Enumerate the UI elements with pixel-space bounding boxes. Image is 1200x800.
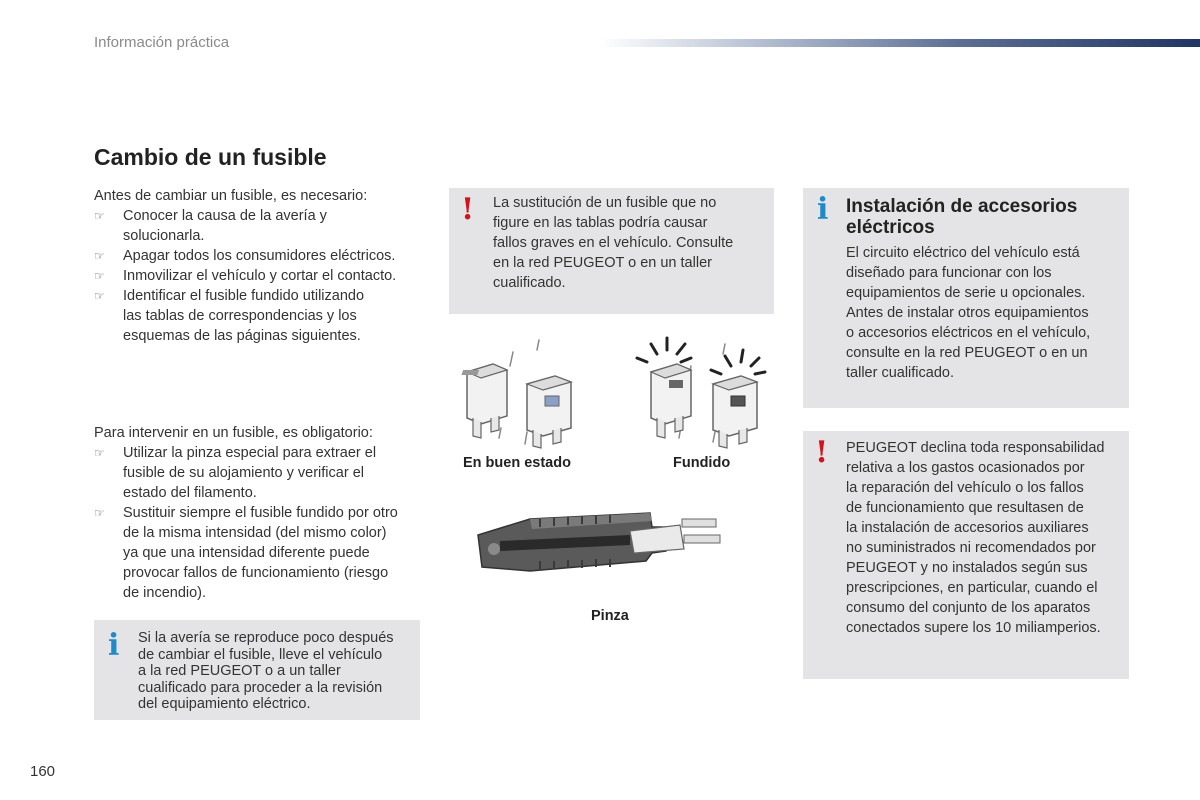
info-box-right: [803, 188, 1129, 408]
list-item: ☞ Conocer la causa de la avería y solucionarla.: [94, 208, 327, 244]
good-fuse-2: [527, 376, 571, 448]
warning-right-text: PEUGEOT declina toda responsabilidad relativa a los gastos ocasionados por la reparación del vehículo o los fallos de funcionamiento que resultasen de la instalación de accesorios auxiliares no suministrados ni recomendados por PEUGEOT y no instalados según sus prescripciones, en particular, cuando el consumo del conjunto de los aparatos conectados supere los 10 miliamperios.: [846, 440, 1105, 636]
caption-good: En buen estado: [463, 455, 571, 471]
info-right-text: El circuito eléctrico del vehículo está diseñado para funcionar con los equipamientos de serie u opcionales. Antes de instalar otros equipamientos o accesorios eléctricos en el vehículo, consulte en la red PEUGEOT o en un taller cualificado.: [846, 245, 1091, 381]
info-box-left: [94, 620, 420, 720]
intervene-list: [94, 443, 424, 603]
info-icon: i: [817, 192, 829, 227]
list-item: ☞ Inmovilizar el vehículo y cortar el contacto.: [94, 268, 397, 284]
page-number: 160: [30, 763, 56, 780]
section-header: Información práctica: [94, 34, 230, 51]
list-item: ☞ Identificar el fusible fundido utilizando las tablas de correspondencias y los esquemas de las páginas siguientes.: [94, 288, 365, 344]
fuse-illustration: [455, 332, 775, 452]
spark-icon: [637, 338, 765, 374]
intervene-intro: Para intervenir en un fusible, es obligatorio:: [94, 425, 373, 441]
list-item: ☞ Sustituir siempre el fusible fundido por otro de la misma intensidad (del mismo color) ya que una intensidad diferente puede provocar fallos de funcionamiento (riesgo de incendio).: [94, 505, 398, 601]
pointing-hand-icon: ☞: [94, 289, 105, 303]
good-fuse-1: [461, 364, 507, 438]
blown-fuse-2: [713, 376, 757, 448]
warning-box-right: [803, 431, 1129, 679]
warning-middle-text: La sustitución de un fusible que no figure en las tablas podría causar fallos graves en el vehículo. Consulte en la red PEUGEOT o en un taller cualificado.: [493, 195, 734, 291]
pointing-hand-icon: ☞: [94, 249, 105, 263]
pointing-hand-icon: ☞: [94, 446, 105, 460]
page-title: Cambio de un fusible: [94, 144, 327, 170]
blown-fuse-1: [651, 364, 691, 438]
pointing-hand-icon: ☞: [94, 506, 105, 520]
before-list: [94, 206, 424, 346]
warning-icon: !: [815, 435, 829, 470]
before-intro: Antes de cambiar un fusible, es necesario:: [94, 188, 368, 204]
header-gradient-bar: [600, 39, 1200, 47]
pointing-hand-icon: ☞: [94, 209, 105, 223]
list-item: ☞ Utilizar la pinza especial para extraer el fusible de su alojamiento y verificar el estado del filamento.: [94, 445, 377, 501]
pliers-illustration: [470, 505, 730, 585]
info-right-title: Instalación de accesorios eléctricos: [846, 196, 1078, 238]
warning-box-middle: [449, 188, 774, 314]
info-left-text: Si la avería se reproduce poco después de cambiar el fusible, lleve el vehículo a la red PEUGEOT o a un taller cualificado para proceder a la revisión del equipamiento eléctrico.: [138, 630, 394, 712]
warning-icon: !: [461, 192, 475, 227]
caption-blown: Fundido: [673, 455, 731, 471]
pointing-hand-icon: ☞: [94, 269, 105, 283]
info-icon: i: [108, 628, 120, 663]
list-item: ☞ Apagar todos los consumidores eléctricos.: [94, 248, 396, 264]
caption-pliers: Pinza: [591, 608, 629, 624]
